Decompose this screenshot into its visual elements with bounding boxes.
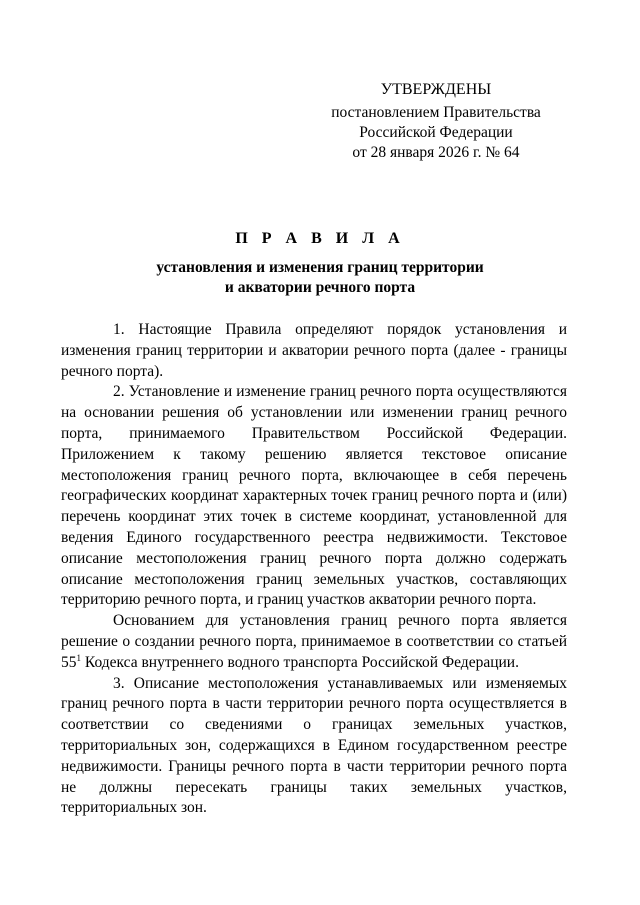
paragraph-1: 1. Настоящие Правила определяют порядок установления и изменения границ территории и акватории речного порта (далее - границы речного порта). [61, 321, 567, 380]
title-main: П Р А В И Л А [235, 230, 405, 247]
basis-text-after: Кодекса внутреннего водного транспорта Российской Федерации. [81, 653, 519, 671]
document-title [0, 230, 640, 298]
approval-line-resolution: постановлением Правительства [331, 104, 541, 121]
article-superscript: 1 [76, 652, 81, 663]
approval-line-government: Российской Федерации [359, 124, 513, 141]
paragraph-3: 3. Описание местоположения устанавливаемых или изменяемых границ речного порта в части территории речного порта осуществляется в соответствии со сведениями о границах земельных участков, территориальных зон, содержащихся в Едином государственном реестре недвижимости. Границы речного порта в части территории речного порта не должны пересекать границы таких земельных участков, территориальных зон. [61, 674, 567, 817]
paragraph-basis [61, 611, 567, 673]
subtitle-line-1: установления и изменения границ территории [156, 259, 484, 276]
title-subtitle [0, 258, 640, 298]
approval-stamp [316, 80, 556, 163]
subtitle-line-2: и акватории речного порта [224, 279, 416, 296]
approval-heading: УТВЕРЖДЕНЫ [380, 81, 492, 98]
document-body [61, 320, 567, 819]
basis-text-before: Основанием для установления границ речного порта является решение о создании речного порта, принимаемое в соответствии со статьей 55 [61, 612, 567, 671]
paragraph-2: 2. Установление и изменение границ речного порта осуществляются на основании решения об установлении или изменении границ речного порта, принимаемого Правительством Российской Федерации. Приложением к такому решению является текстовое описание местоположения границ речного порта, включающее в себя перечень географических координат характерных точек границ речного порта и (или) перечень координат этих точек в системе координат, установленной для ведения Единого государственного реестра недвижимости. Текстовое описание местоположения границ речного порта должно содержать описание местоположения границ земельных участков, составляющих территорию речного порта, и границ участков акватории речного порта. [61, 383, 567, 609]
approval-line-date: от 28 января 2026 г. № 64 [352, 144, 520, 161]
